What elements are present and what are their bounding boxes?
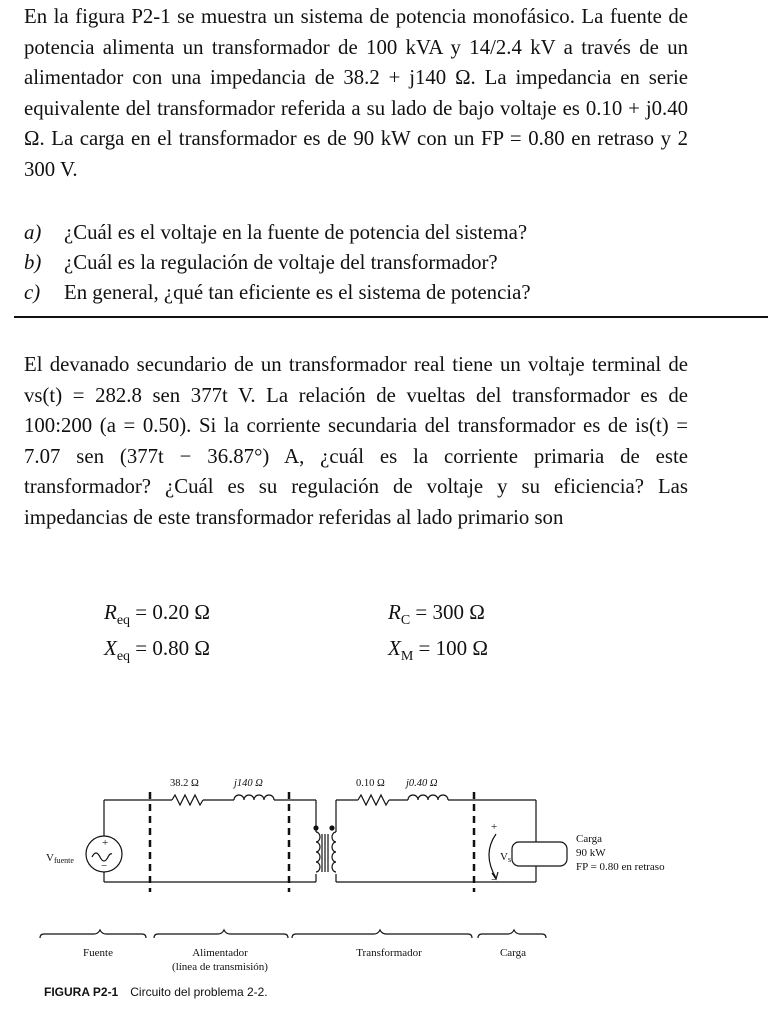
problem-1-text: En la figura P2-1 se muestra un sistema de potencia monofásico. La fuente de potencia alimenta un transformador de 100 kVA y 14/2.4 kV a través de un alimentador con una impedancia de 38.2 + j140 Ω. La impedancia en serie equivalente del transformador referida a su lado de bajo voltaje es 0.10 + j0.40 Ω. La carga en el transformador es de 90 kW con un FP = 0.80 en retraso y 2 300 V. [24, 5, 688, 181]
xfmr-resistor [358, 795, 389, 805]
question-a [24, 218, 531, 248]
load-title: Carga [576, 833, 603, 845]
xfmr-secondary-coil [332, 832, 336, 872]
question-list [24, 218, 531, 308]
section-alimentador: Alimentador [192, 947, 248, 959]
xfmr-inductor [408, 795, 448, 800]
problem-2-text: El devanado secundario de un transformador real tiene un voltaje terminal de vs(t) = 282.8 sen 377t V. La relación de vueltas del transformador es de 100:200 (a = 0.50). Si la corriente secundaria del transformador es de is(t) = 7.07 sen (377t − 36.87°) A, ¿cuál es la corriente primaria de este transformador? ¿Cuál es su regulación de voltaje y su eficiencia? Las impedancias de este transformador referidas al lado primario son [24, 353, 688, 529]
eq-value: = 300 Ω [415, 600, 485, 624]
equation-req [104, 600, 210, 629]
eq-symbol: R [388, 600, 401, 624]
xfmr-dot-primary [314, 826, 318, 830]
question-b [24, 248, 531, 278]
eq-symbol: X [104, 636, 117, 660]
eq-value: = 0.80 Ω [135, 636, 210, 660]
source-label: Vfuente [46, 852, 74, 865]
vs-arrow [489, 834, 496, 878]
question-marker: b) [24, 251, 42, 274]
brace-fuente [40, 930, 146, 938]
xfmr-dot-secondary [330, 826, 334, 830]
xfmr-x-label: j0.40 Ω [406, 778, 438, 789]
source-minus: − [101, 860, 108, 872]
eq-value: = 0.20 Ω [135, 600, 210, 624]
question-text: ¿Cuál es el voltaje en la fuente de potencia del sistema? [64, 221, 528, 244]
eq-subscript: M [400, 649, 414, 665]
eq-subscript: eq [116, 613, 131, 629]
circuit-diagram [0, 770, 768, 976]
vs-plus: + [491, 821, 498, 833]
question-text: ¿Cuál es la regulación de voltaje del transformador? [64, 251, 498, 274]
question-text: En general, ¿qué tan eficiente es el sistema de potencia? [64, 281, 531, 304]
section-divider [14, 316, 768, 318]
source-plus: + [102, 837, 109, 849]
section-transformador: Transformador [356, 947, 422, 959]
eq-symbol: X [388, 636, 401, 660]
brace-transformador [292, 930, 472, 938]
figure-caption [44, 985, 268, 999]
question-marker: c) [24, 281, 41, 304]
caption-text: Circuito del problema 2-2. [130, 985, 268, 999]
feeder-r-label: 38.2 Ω [170, 778, 199, 789]
vs-label: Vs [500, 851, 512, 864]
equation-rc [388, 600, 485, 629]
brace-carga [478, 930, 546, 938]
xfmr-primary-coil [316, 832, 320, 872]
section-carga: Carga [499, 947, 527, 959]
load-box [512, 842, 567, 866]
equation-xm [388, 636, 488, 665]
feeder-resistor [172, 795, 203, 805]
vs-minus: − [491, 874, 498, 886]
eq-subscript: C [400, 613, 411, 629]
feeder-x-label: j140 Ω [234, 778, 263, 789]
eq-value: = 100 Ω [418, 636, 488, 660]
caption-label: FIGURA P2-1 [44, 985, 119, 999]
question-marker: a) [24, 221, 42, 244]
load-power: 90 kW [576, 847, 606, 859]
question-c [24, 278, 531, 308]
eq-symbol: R [104, 600, 117, 624]
eq-subscript: eq [116, 649, 131, 665]
equation-xeq [104, 636, 210, 665]
load-pf: FP = 0.80 en retraso [576, 861, 665, 873]
section-fuente: Fuente [83, 947, 113, 959]
section-alimentador-sub: (línea de transmisión) [172, 961, 268, 973]
xfmr-r-label: 0.10 Ω [356, 778, 385, 789]
feeder-inductor [234, 795, 274, 800]
brace-alimentador [154, 930, 288, 938]
